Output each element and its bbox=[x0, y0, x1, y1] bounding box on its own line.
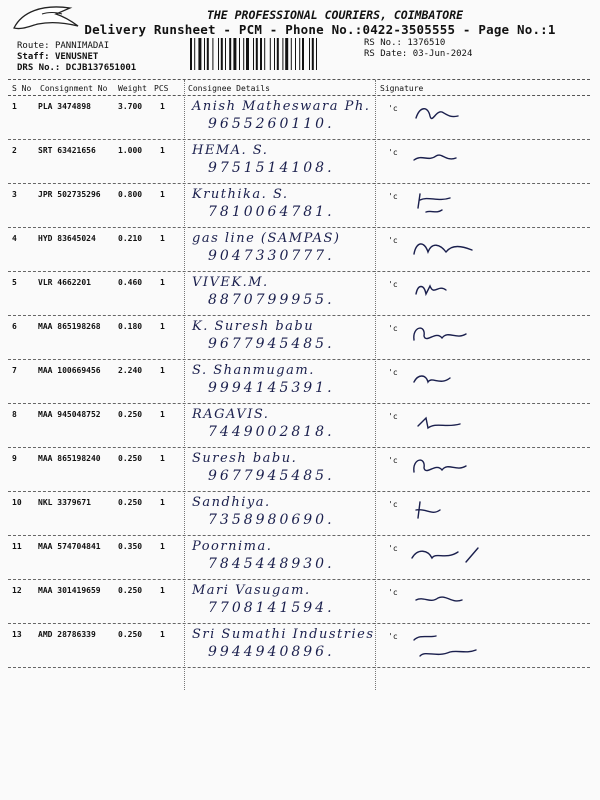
row-pcs: 1 bbox=[160, 366, 165, 375]
row-signature-mark: 'c bbox=[388, 544, 398, 553]
row-serial-number: 11 bbox=[12, 542, 22, 551]
row-weight: 0.350 bbox=[118, 542, 143, 551]
row-pcs: 1 bbox=[160, 410, 165, 419]
row-signature-mark: 'c bbox=[388, 456, 398, 465]
row-pcs: 1 bbox=[160, 322, 165, 331]
consignee-phone-handwritten: 9677945485. bbox=[208, 468, 335, 484]
row-pcs: 1 bbox=[160, 146, 165, 155]
table-row bbox=[8, 184, 590, 228]
table-row bbox=[8, 536, 590, 580]
row-pcs: 1 bbox=[160, 234, 165, 243]
row-weight: 1.000 bbox=[118, 146, 143, 155]
row-signature-mark: 'c bbox=[388, 412, 398, 421]
row-consignment-no: NKL 3379671 bbox=[38, 498, 91, 507]
row-signature-mark: 'c bbox=[388, 368, 398, 377]
drs-line: DRS No.: DCJB137651001 bbox=[17, 63, 137, 73]
header-divider bbox=[8, 79, 590, 80]
row-divider bbox=[8, 667, 590, 668]
consignee-phone-handwritten: 7358980690. bbox=[208, 512, 335, 528]
recipient-signature bbox=[406, 320, 486, 352]
row-consignment-no: HYD 83645024 bbox=[38, 234, 96, 243]
recipient-signature bbox=[406, 496, 486, 528]
recipient-signature bbox=[406, 232, 486, 264]
row-consignment-no: MAA 574704841 bbox=[38, 542, 101, 551]
row-signature-mark: 'c bbox=[388, 588, 398, 597]
row-pcs: 1 bbox=[160, 190, 165, 199]
consignee-name-handwritten: Kruthika. S. bbox=[192, 187, 289, 202]
runsheet-meta-right bbox=[364, 38, 472, 60]
consignee-name-handwritten: Mari Vasugam. bbox=[192, 583, 311, 598]
row-consignment-no: MAA 100669456 bbox=[38, 366, 101, 375]
rs-date-line: RS Date: 03-Jun-2024 bbox=[364, 49, 473, 59]
row-weight: 0.250 bbox=[118, 586, 143, 595]
staff-value: VENUSNET bbox=[54, 52, 99, 62]
row-serial-number: 3 bbox=[12, 190, 17, 199]
consignee-phone-handwritten: 9944940896. bbox=[208, 644, 335, 660]
table-row bbox=[8, 96, 590, 140]
row-weight: 0.210 bbox=[118, 234, 143, 243]
table-row bbox=[8, 316, 590, 360]
consignee-name-handwritten: Sandhiya. bbox=[192, 495, 271, 510]
row-weight: 0.250 bbox=[118, 630, 143, 639]
rs-no-value: 1376510 bbox=[407, 38, 446, 48]
row-signature-mark: 'c bbox=[388, 104, 398, 113]
row-weight: 0.250 bbox=[118, 454, 143, 463]
consignee-name-handwritten: VIVEK.M. bbox=[192, 275, 269, 290]
consignee-phone-handwritten: 8870799955. bbox=[208, 292, 335, 308]
consignee-phone-handwritten: 9994145391. bbox=[208, 380, 335, 396]
recipient-signature bbox=[406, 628, 486, 660]
table-row bbox=[8, 140, 590, 184]
runsheet-meta-left bbox=[17, 41, 136, 74]
row-pcs: 1 bbox=[160, 630, 165, 639]
row-serial-number: 9 bbox=[12, 454, 17, 463]
consignee-name-handwritten: S. Shanmugam. bbox=[192, 363, 315, 378]
consignee-name-handwritten: HEMA. S. bbox=[192, 143, 269, 158]
row-signature-mark: 'c bbox=[388, 632, 398, 641]
col-signature-header: Signature bbox=[380, 84, 424, 93]
row-signature-mark: 'c bbox=[388, 236, 398, 245]
rs-no-line: RS No.: 1376510 bbox=[364, 38, 446, 48]
consignee-phone-handwritten: 7845448930. bbox=[208, 556, 335, 572]
row-consignment-no: AMD 28786339 bbox=[38, 630, 96, 639]
row-serial-number: 5 bbox=[12, 278, 17, 287]
row-weight: 3.700 bbox=[118, 102, 143, 111]
route-line: Route: PANNIMADAI bbox=[17, 41, 110, 51]
recipient-signature bbox=[406, 408, 486, 440]
table-row bbox=[8, 580, 590, 624]
consignee-phone-handwritten: 9655260110. bbox=[208, 116, 335, 132]
barcode-icon bbox=[190, 38, 360, 70]
row-signature-mark: 'c bbox=[388, 148, 398, 157]
recipient-signature bbox=[406, 188, 486, 220]
row-serial-number: 12 bbox=[12, 586, 22, 595]
row-signature-mark: 'c bbox=[388, 324, 398, 333]
recipient-signature bbox=[406, 452, 486, 484]
row-consignment-no: SRT 63421656 bbox=[38, 146, 96, 155]
table-row bbox=[8, 448, 590, 492]
recipient-signature bbox=[406, 100, 486, 132]
row-consignment-no: JPR 502735296 bbox=[38, 190, 101, 199]
consignee-name-handwritten: Poornima. bbox=[192, 539, 273, 554]
rs-date-value: 03-Jun-2024 bbox=[412, 49, 473, 59]
consignee-name-handwritten: Anish Matheswara Ph. bbox=[192, 99, 371, 114]
table-row bbox=[8, 624, 590, 668]
consignee-name-handwritten: gas line (SAMPAS) bbox=[192, 231, 341, 246]
row-consignment-no: MAA 301419659 bbox=[38, 586, 101, 595]
recipient-signature bbox=[406, 584, 486, 616]
row-serial-number: 7 bbox=[12, 366, 17, 375]
col-consignment-header: Consignment No bbox=[40, 84, 108, 93]
row-weight: 0.250 bbox=[118, 410, 143, 419]
row-pcs: 1 bbox=[160, 542, 165, 551]
recipient-signature bbox=[406, 144, 486, 176]
row-weight: 0.250 bbox=[118, 498, 143, 507]
row-serial-number: 4 bbox=[12, 234, 17, 243]
row-consignment-no: VLR 4662201 bbox=[38, 278, 91, 287]
row-pcs: 1 bbox=[160, 454, 165, 463]
table-row bbox=[8, 360, 590, 404]
table-row bbox=[8, 228, 590, 272]
table-row bbox=[8, 492, 590, 536]
col-weight-header: Weight bbox=[118, 84, 147, 93]
row-weight: 0.460 bbox=[118, 278, 143, 287]
recipient-signature bbox=[406, 540, 486, 572]
table-row bbox=[8, 272, 590, 316]
row-serial-number: 6 bbox=[12, 322, 17, 331]
staff-line: Staff: VENUSNET bbox=[17, 52, 99, 62]
row-consignment-no: MAA 945048752 bbox=[38, 410, 101, 419]
row-pcs: 1 bbox=[160, 586, 165, 595]
row-pcs: 1 bbox=[160, 102, 165, 111]
company-title: THE PROFESSIONAL COURIERS, COIMBATORE bbox=[206, 8, 464, 22]
row-consignment-no: MAA 865198240 bbox=[38, 454, 101, 463]
col-sno-header: S No bbox=[12, 84, 32, 93]
row-serial-number: 2 bbox=[12, 146, 17, 155]
row-serial-number: 10 bbox=[12, 498, 22, 507]
row-pcs: 1 bbox=[160, 498, 165, 507]
row-pcs: 1 bbox=[160, 278, 165, 287]
row-signature-mark: 'c bbox=[388, 280, 398, 289]
row-weight: 0.800 bbox=[118, 190, 143, 199]
runsheet-subtitle: Delivery Runsheet - PCM - Phone No.:0422-3505555 - Page No.:1 bbox=[84, 22, 556, 37]
col-pcs-header: PCS bbox=[154, 84, 169, 93]
table-row bbox=[8, 404, 590, 448]
consignee-name-handwritten: Suresh babu. bbox=[192, 451, 298, 466]
row-consignment-no: PLA 3474898 bbox=[38, 102, 91, 111]
consignee-name-handwritten: K. Suresh babu bbox=[192, 319, 315, 334]
consignee-phone-handwritten: 7810064781. bbox=[208, 204, 335, 220]
route-value: PANNIMADAI bbox=[54, 41, 110, 51]
recipient-signature bbox=[406, 276, 486, 308]
col-consignee-header: Consignee Details bbox=[188, 84, 270, 93]
consignee-phone-handwritten: 7708141594. bbox=[208, 600, 335, 616]
row-serial-number: 8 bbox=[12, 410, 17, 419]
consignee-name-handwritten: Sri Sumathi Industries bbox=[192, 627, 375, 642]
consignee-phone-handwritten: 9677945485. bbox=[208, 336, 335, 352]
consignee-phone-handwritten: 9047330777. bbox=[208, 248, 335, 264]
row-signature-mark: 'c bbox=[388, 192, 398, 201]
consignee-name-handwritten: RAGAVIS. bbox=[192, 407, 270, 422]
row-weight: 2.240 bbox=[118, 366, 143, 375]
row-signature-mark: 'c bbox=[388, 500, 398, 509]
consignee-phone-handwritten: 9751514108. bbox=[208, 160, 335, 176]
drs-value: DCJB137651001 bbox=[65, 63, 137, 73]
row-serial-number: 1 bbox=[12, 102, 17, 111]
row-weight: 0.180 bbox=[118, 322, 143, 331]
recipient-signature bbox=[406, 364, 486, 396]
row-serial-number: 13 bbox=[12, 630, 22, 639]
consignee-phone-handwritten: 7449002818. bbox=[208, 424, 335, 440]
row-consignment-no: MAA 865198268 bbox=[38, 322, 101, 331]
